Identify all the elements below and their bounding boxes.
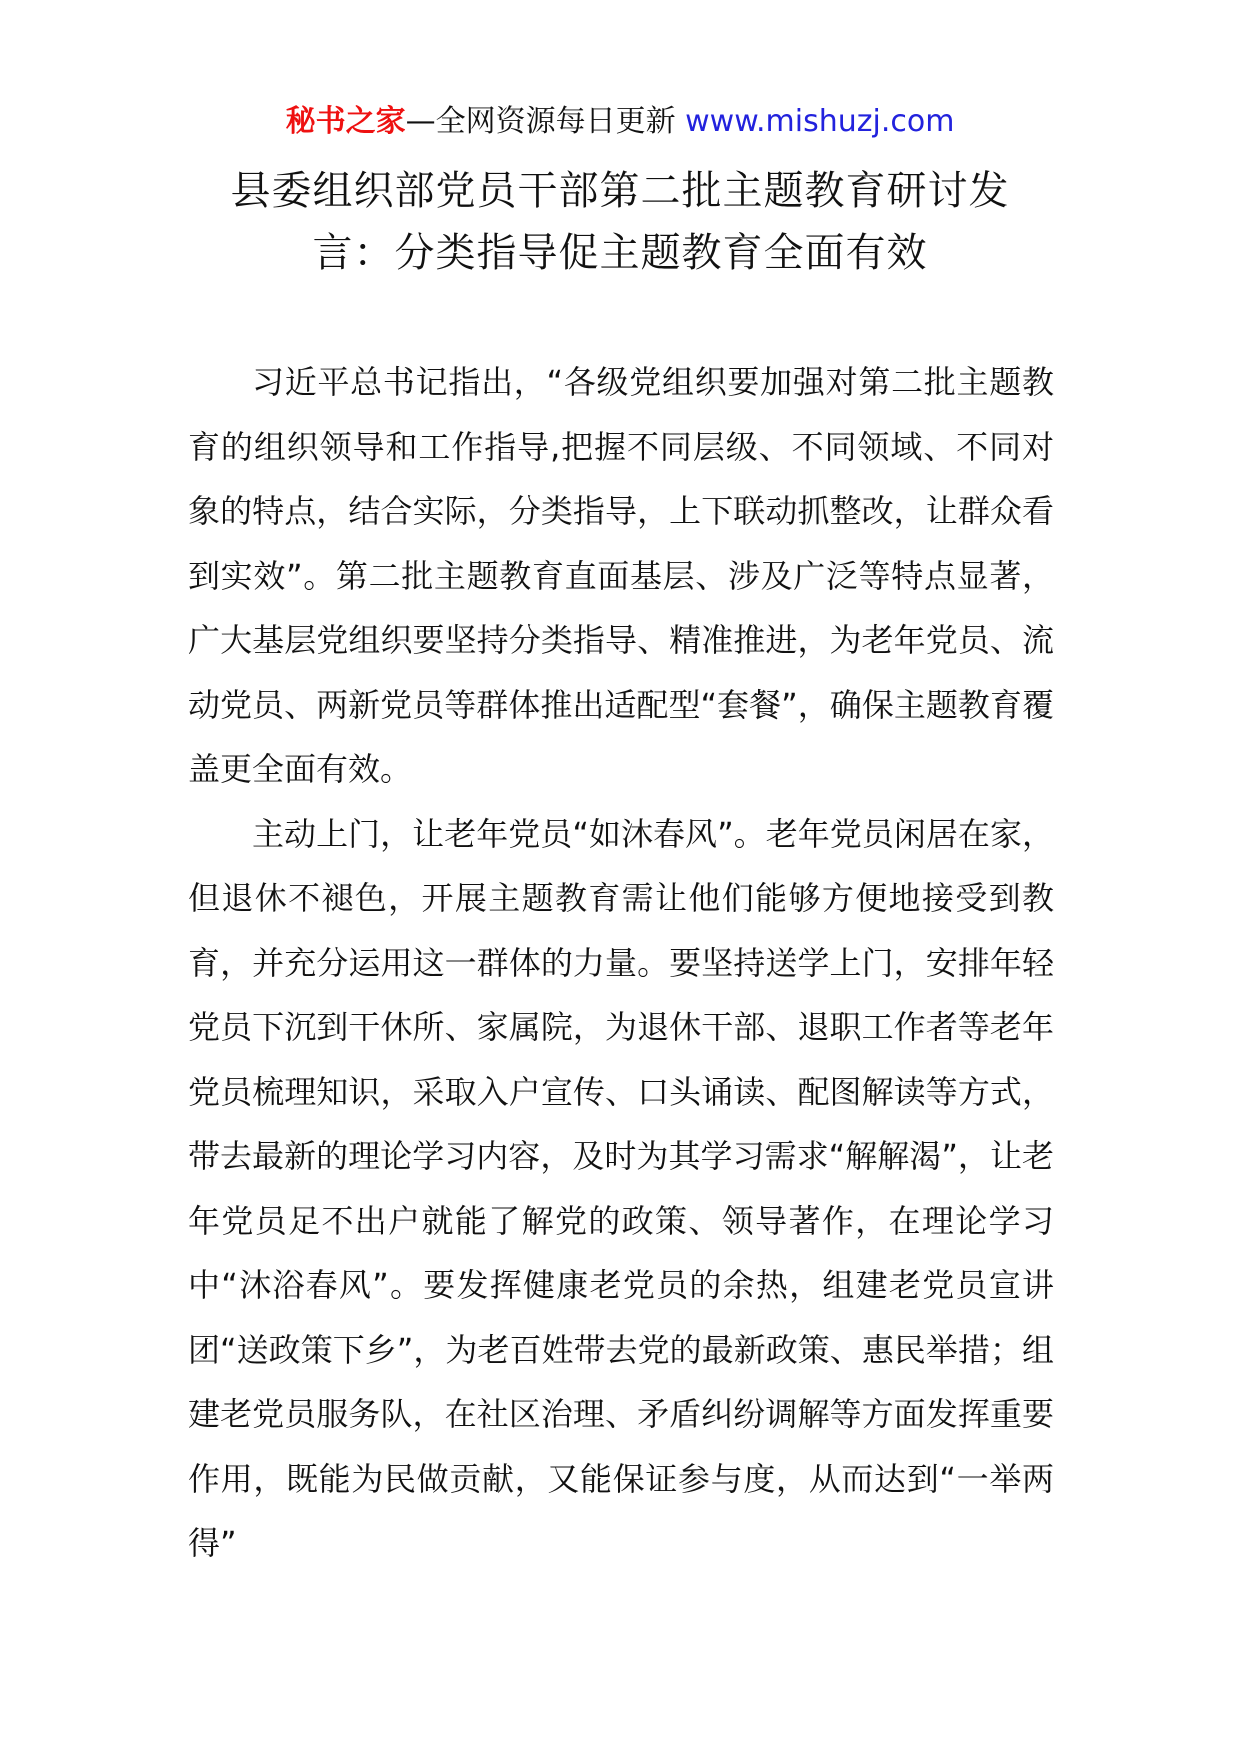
brand-name: 秘书之家 xyxy=(285,104,406,139)
body-paragraph: 主动上门，让老年党员“如沐春风”。老年党员闲居在家，但退休不褪色，开展主题教育需让他们能够方便地接受到教育，并充分运用这一群体的力量。要坚持送学上门，安排年轻党员下沉到干休所、家属院，为退休干部、退职工作者等老年党员梳理知识，采取入户宣传、口头诵读、配图解读等方式，带去最新的理论学习内容，及时为其学习需求“解解渴”，让老年党员足不出户就能了解党的政策、领导著作，在理论学习中“沐浴春风”。要发挥健康老党员的余热，组建老党员宣讲团“送政策下乡”，为老百姓带去党的最新政策、惠民举措；组建老党员服务队，在社区治理、矛盾纠纷调解等方面发挥重要作用，既能为民做贡献，又能保证参与度，从而达到“一举两得” xyxy=(188,814,1054,1562)
body-paragraph: 习近平总书记指出，“各级党组织要加强对第二批主题教育的组织领导和工作指导,把握不同层级、不同领域、不同对象的特点，结合实际，分类指导，上下联动抓整改，让群众看到实效”。第二批主题教育直面基层、涉及广泛等特点显著，广大基层党组织要坚持分类指导、精准推进，为老年党员、流动党员、两新党员等群体推出适配型“套餐”，确保主题教育覆盖更全面有效。 xyxy=(188,363,1054,788)
document-title: 县委组织部党员干部第二批主题教育研讨发言：分类指导促主题教育全面有效 xyxy=(230,168,1010,276)
page-header xyxy=(0,100,1240,144)
header-tagline: —全网资源每日更新 xyxy=(405,104,686,139)
document-body xyxy=(188,350,1054,1576)
site-url-link[interactable]: www.mishuzj.com xyxy=(685,104,955,139)
